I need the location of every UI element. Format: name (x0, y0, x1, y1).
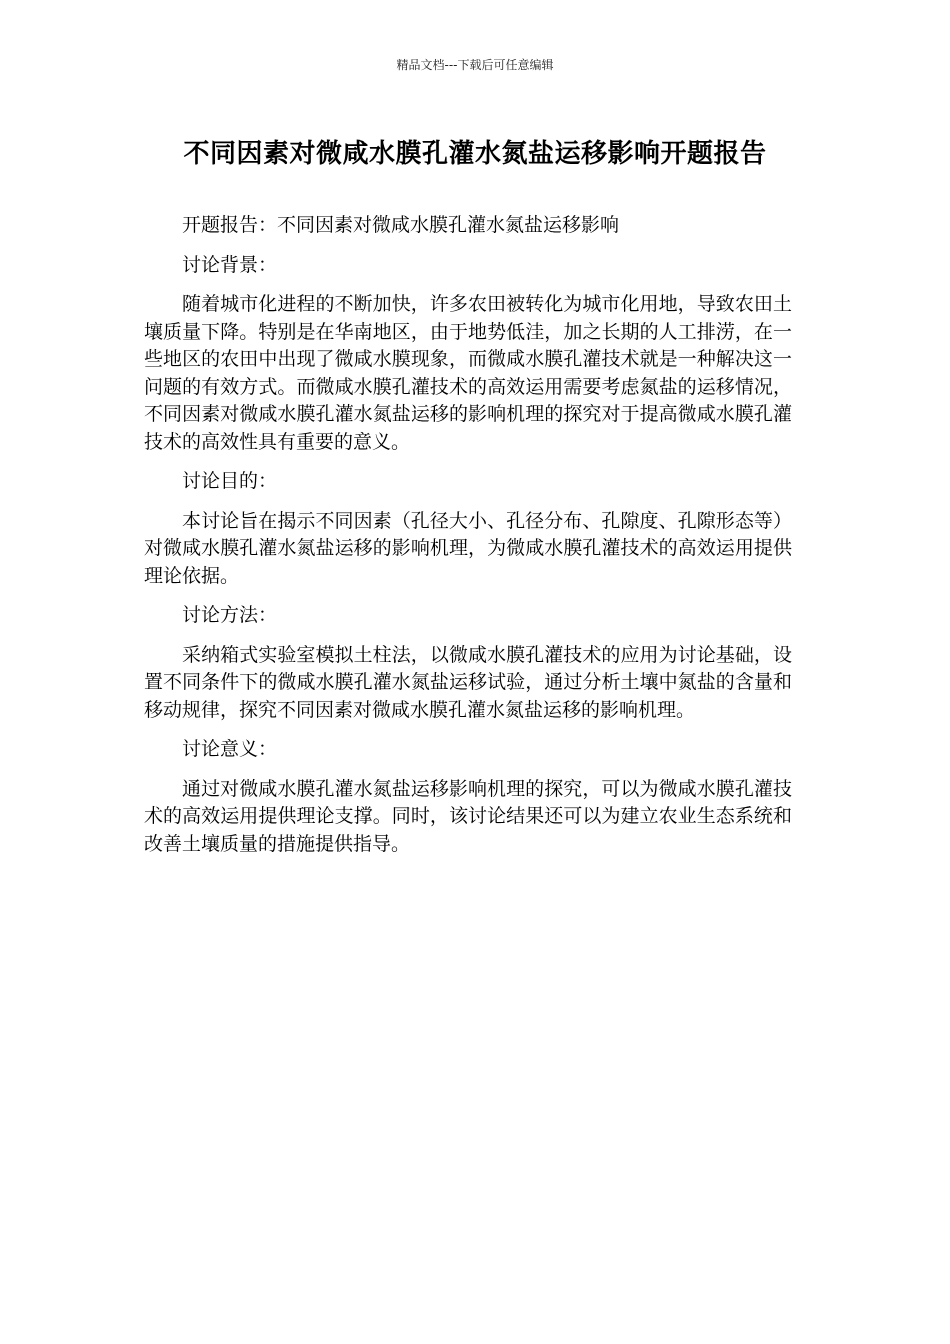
section-body-significance: 通过对微咸水膜孔灌水氮盐运移影响机理的探究，可以为微咸水膜孔灌技术的高效运用提供理论支撑。同时，该讨论结果还可以为建立农业生态系统和改善土壤质量的措施提供指导。 (144, 777, 792, 855)
subtitle-line: 开题报告：不同因素对微咸水膜孔灌水氮盐运移影响 (182, 214, 620, 236)
document-title: 不同因素对微咸水膜孔灌水氮盐运移影响开题报告 (183, 139, 767, 169)
section-heading-significance: 讨论意义： (182, 738, 278, 760)
section-heading-method: 讨论方法： (182, 604, 278, 626)
section-body-background: 随着城市化进程的不断加快，许多农田被转化为城市化用地，导致农田土壤质量下降。特别是在华南地区，由于地势低洼，加之长期的人工排涝，在一些地区的农田中出现了微咸水膜现象，而微咸水膜孔灌技术就是一种解决这一问题的有效方式。而微咸水膜孔灌技术的高效运用需要考虑氮盐的运移情况，不同因素对微咸水膜孔灌水氮盐运移的影响机理的探究对于提高微咸水膜孔灌技术的高效性具有重要的意义。 (144, 293, 792, 453)
section-body-purpose: 本讨论旨在揭示不同因素（孔径大小、孔径分布、孔隙度、孔隙形态等）对微咸水膜孔灌水氮盐运移的影响机理，为微咸水膜孔灌技术的高效运用提供理论依据。 (144, 509, 792, 587)
section-heading-purpose: 讨论目的： (182, 470, 278, 492)
document-body (144, 212, 792, 870)
section-heading-background: 讨论背景： (182, 253, 278, 276)
section-body-method: 采纳箱式实验室模拟土柱法，以微咸水膜孔灌技术的应用为讨论基础，设置不同条件下的微咸水膜孔灌水氮盐运移试验，通过分析土壤中氮盐的含量和移动规律，探究不同因素对微咸水膜孔灌水氮盐运移的影响机理。 (144, 643, 792, 721)
header-note: 精品文档---下载后可任意编辑 (396, 58, 554, 72)
